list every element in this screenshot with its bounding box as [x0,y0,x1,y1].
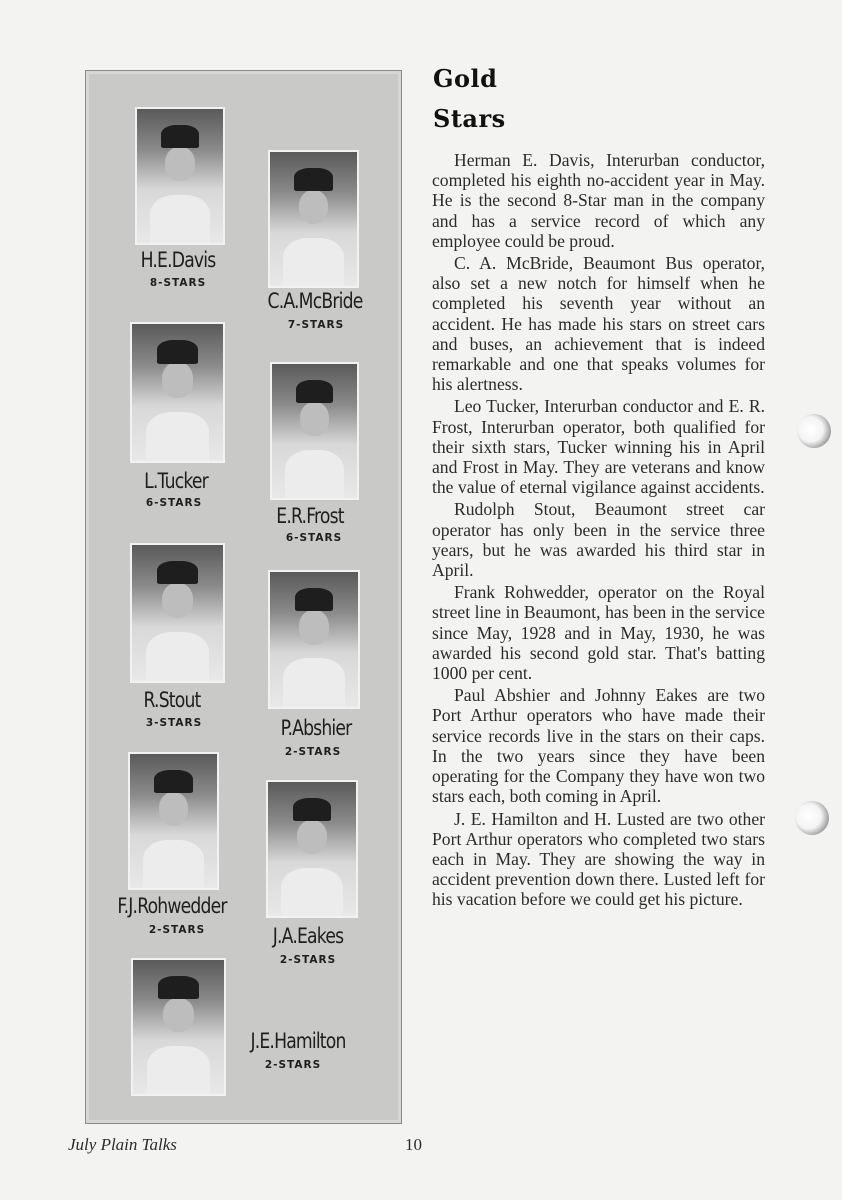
photo-davis [135,107,225,245]
binder-hole [795,801,829,835]
paragraph: Leo Tucker, Interurban conductor and E. R. Frost, Interurban operator, both qualified for their sixth stars, Tucker winning his in April and Frost in May. They are veterans and know the value of eternal vigilance against accidents. [432,396,765,498]
photo-caption-name: J.E.Hamilton [250,1029,346,1053]
paragraph: Herman E. Davis, Interurban conductor, completed his eighth no-accident year in May. He is the second 8-Star man in the company and has a service record of which any employee could be proud. [432,150,765,251]
photo-caption-name: F.J.Rohwedder [117,894,227,918]
photo-caption-name: J.A.Eakes [272,924,344,948]
photo-caption-name: H.E.Davis [140,248,216,272]
photo-hamilton [131,958,226,1096]
photo-caption-stars: 6-STARS [285,532,343,544]
photo-caption-name: C.A.McBride [267,289,363,313]
binder-hole [797,414,831,448]
photo-stout [130,543,225,683]
heading-line-1: Gold [433,64,498,93]
paragraph: Paul Abshier and Johnny Eakes are two Port Arthur operators who have made their service records live in the stars on their caps. In the two years since they have been operating for the Company they have won two stars each, both coming in April. [432,685,765,807]
photo-caption-name: L.Tucker [144,469,208,493]
article-body [432,150,765,912]
photo-caption-name: E.R.Frost [276,504,344,528]
heading-line-2: Stars [433,104,506,133]
paragraph: J. E. Hamilton and H. Lusted are two other Port Arthur operators who completed two stars each in May. They are showing the way in accident prevention down there. Lusted left for his vacation before we could get his picture. [432,808,765,910]
page-number: 10 [405,1135,422,1154]
photo-caption-stars: 2-STARS [148,924,206,936]
photo-frost [270,362,359,500]
photo-caption-stars: 2-STARS [284,746,342,758]
photo-caption-name: R.Stout [143,688,201,712]
photo-caption-stars: 2-STARS [279,954,337,966]
photo-abshier [268,570,360,709]
photo-rohwedder [128,752,219,890]
photo-caption-stars: 2-STARS [264,1059,322,1071]
photo-mcbride [268,150,359,288]
photo-caption-stars: 3-STARS [145,717,203,729]
photo-caption-name: P.Abshier [280,716,352,740]
photo-caption-stars: 6-STARS [145,497,203,509]
paragraph: C. A. McBride, Beaumont Bus operator, also set a new notch for himself when he completed his seventh year without an accident. He has made his stars on street cars and buses, an achievement that is indeed remarkable and one that speaks volumes for his alertness. [432,253,765,395]
photo-eakes [266,780,358,918]
publication-name: July Plain Talks [68,1135,177,1154]
photo-caption-stars: 7-STARS [287,319,345,331]
photo-caption-stars: 8-STARS [149,277,207,289]
photo-tucker [130,322,225,463]
paragraph: Frank Rohwedder, operator on the Royal street line in Beaumont, has been in the service since May, 1928 and in May, 1930, he was awarded his second gold star. That's batting 1000 per cent. [432,582,765,684]
paragraph: Rudolph Stout, Beaumont street car operator has only been in the service three years, but he was awarded his third star in April. [432,499,765,581]
